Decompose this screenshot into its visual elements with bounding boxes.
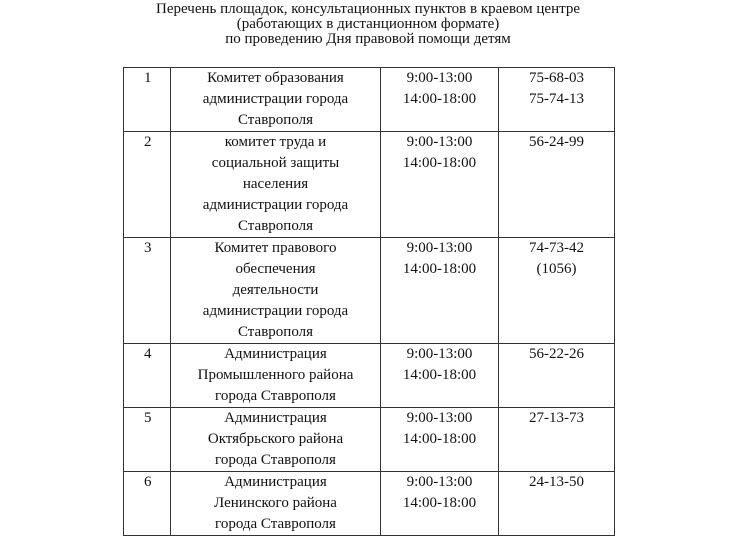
row-number-cell: [124, 408, 171, 472]
table-row: [124, 68, 615, 132]
table-row: [124, 472, 615, 536]
hours-line: 9:00-13:00: [406, 410, 473, 426]
phone-line: 24-13-50: [529, 474, 584, 490]
hours-line: 14:00-18:00: [402, 367, 477, 383]
row-number: 5: [144, 410, 152, 426]
hours-cell: [381, 238, 499, 344]
phone-line: 75-74-13: [529, 91, 584, 107]
venue-name-line: комитет труда и: [224, 134, 327, 150]
phone-line: 75-68-03: [529, 70, 584, 86]
venue-name-cell: [171, 68, 381, 132]
hours-cell: [381, 408, 499, 472]
venue-name-line: обеспечения: [235, 261, 316, 277]
venue-name-line: города Ставрополя: [215, 388, 336, 404]
phone-cell: [499, 238, 615, 344]
venue-name-line: Ленинского района: [214, 495, 337, 511]
phone-line: 74-73-42: [529, 240, 584, 256]
venue-name-cell: [171, 238, 381, 344]
row-number-cell: [124, 132, 171, 238]
heading-line: по проведению Дня правовой помощи детям: [225, 31, 511, 47]
hours-cell: [381, 472, 499, 536]
phone-cell: [499, 132, 615, 238]
venue-name-line: города Ставрополя: [215, 452, 336, 468]
venue-name-line: Администрация: [224, 346, 327, 362]
row-number-cell: [124, 68, 171, 132]
venue-name-line: администрации города: [202, 91, 349, 107]
venue-name-line: администрации города: [202, 303, 349, 319]
hours-line: 14:00-18:00: [402, 495, 477, 511]
venue-name-line: администрации города: [202, 197, 349, 213]
hours-cell: [381, 132, 499, 238]
hours-line: 14:00-18:00: [402, 155, 477, 171]
phone-cell: [499, 344, 615, 408]
table-row: [124, 408, 615, 472]
venues-table-container: [123, 67, 614, 536]
venue-name-line: Комитет правового: [214, 240, 337, 256]
hours-line: 9:00-13:00: [406, 474, 473, 490]
venue-name-line: социальной защиты: [211, 155, 340, 171]
venue-name-line: Октябрьского района: [207, 431, 344, 447]
phone-line: (1056): [536, 261, 577, 277]
venue-name-cell: [171, 408, 381, 472]
hours-line: 9:00-13:00: [406, 134, 473, 150]
heading-line: (работающих в дистанционном формате): [236, 16, 500, 32]
venue-name-line: Промышленного района: [197, 367, 354, 383]
hours-cell: [381, 344, 499, 408]
row-number-cell: [124, 344, 171, 408]
heading-line: Перечень площадок, консультационных пунктов в краевом центре: [156, 1, 580, 17]
venue-name-line: Администрация: [224, 410, 327, 426]
table-row: [124, 344, 615, 408]
row-number: 6: [144, 474, 152, 490]
document-heading: [0, 2, 736, 47]
phone-line: 56-24-99: [529, 134, 584, 150]
venue-name-line: города Ставрополя: [215, 516, 336, 532]
row-number-cell: [124, 472, 171, 536]
hours-cell: [381, 68, 499, 132]
venue-name-line: Ставрополя: [238, 324, 313, 340]
venues-table: [123, 67, 615, 536]
phone-cell: [499, 68, 615, 132]
phone-cell: [499, 408, 615, 472]
table-row: [124, 238, 615, 344]
venue-name-cell: [171, 132, 381, 238]
hours-line: 14:00-18:00: [402, 431, 477, 447]
venue-name-line: населения: [242, 176, 309, 192]
venue-name-cell: [171, 344, 381, 408]
venue-name-cell: [171, 472, 381, 536]
hours-line: 14:00-18:00: [402, 91, 477, 107]
venue-name-line: деятельности: [232, 282, 319, 298]
venue-name-line: Ставрополя: [238, 112, 313, 128]
venue-name-line: Комитет образования: [207, 70, 344, 86]
table-row: [124, 132, 615, 238]
row-number: 2: [144, 134, 152, 150]
phone-cell: [499, 472, 615, 536]
row-number-cell: [124, 238, 171, 344]
phone-line: 27-13-73: [529, 410, 584, 426]
hours-line: 14:00-18:00: [402, 261, 477, 277]
hours-line: 9:00-13:00: [406, 70, 473, 86]
row-number: 4: [144, 346, 152, 362]
venue-name-line: Ставрополя: [238, 218, 313, 234]
hours-line: 9:00-13:00: [406, 346, 473, 362]
row-number: 1: [144, 70, 152, 86]
phone-line: 56-22-26: [529, 346, 584, 362]
hours-line: 9:00-13:00: [406, 240, 473, 256]
row-number: 3: [144, 240, 152, 256]
venue-name-line: Администрация: [224, 474, 327, 490]
